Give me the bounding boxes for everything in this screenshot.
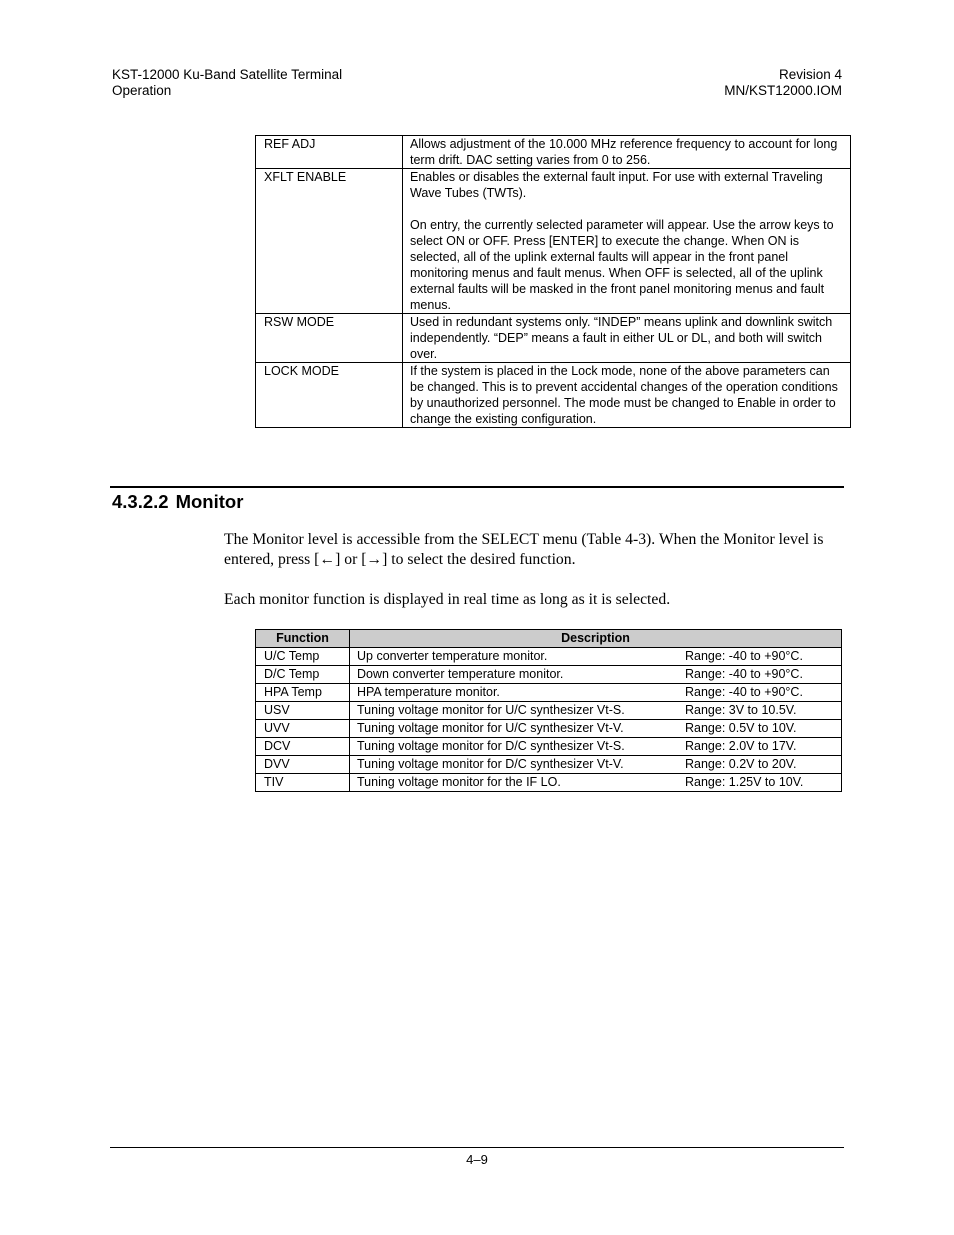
function-cell: UVV (256, 720, 350, 738)
function-cell: D/C Temp (256, 666, 350, 684)
body-paragraph: The Monitor level is accessible from the SELECT menu (Table 4-3). When the Monitor level is entered, press [←] or [→] to select the desired function. (224, 531, 824, 568)
description-text: Up converter temperature monitor. (357, 649, 548, 663)
range-text: Range: -40 to +90°C. (685, 685, 803, 699)
description-cell (350, 720, 842, 738)
description-cell (350, 648, 842, 666)
description-cell (350, 684, 842, 702)
chapter-name: Operation (112, 83, 172, 98)
function-cell: USV (256, 702, 350, 720)
page-header-right (724, 67, 842, 99)
function-cell: DVV (256, 756, 350, 774)
column-header-function: Function (256, 630, 350, 648)
function-cell: TIV (256, 774, 350, 792)
range-text: Range: 3V to 10.5V. (685, 703, 797, 717)
doc-number: MN/KST12000.IOM (724, 83, 842, 98)
table-row (256, 684, 842, 702)
description-text: Down converter temperature monitor. (357, 667, 564, 681)
param-key: XFLT ENABLE (256, 169, 403, 314)
param-description (403, 314, 851, 363)
param-description-text: Used in redundant systems only. “INDEP” means uplink and downlink switch independently. “DEP” means a fault in either UL or DL, and both will switch over. (410, 315, 833, 361)
table-row (256, 363, 851, 428)
table-row (256, 774, 842, 792)
page-header-left (112, 67, 342, 99)
param-key: LOCK MODE (256, 363, 403, 428)
description-text: Tuning voltage monitor for U/C synthesizer Vt-S. (357, 703, 625, 717)
description-cell (350, 774, 842, 792)
description-cell (350, 702, 842, 720)
footer-rule (110, 1147, 844, 1148)
param-description-text: If the system is placed in the Lock mode, none of the above parameters can be changed. This is to prevent accidental changes of the operation conditions by unauthorized personnel. The mode must be changed to Enable in order to change the existing configuration. (410, 364, 838, 426)
table-row (256, 648, 842, 666)
function-cell: U/C Temp (256, 648, 350, 666)
parameters-table (255, 135, 851, 428)
function-cell: DCV (256, 738, 350, 756)
description-text: Tuning voltage monitor for D/C synthesizer Vt-V. (357, 757, 624, 771)
section-heading (112, 490, 243, 514)
table-row (256, 314, 851, 363)
param-description (403, 136, 851, 169)
description-text: HPA temperature monitor. (357, 685, 500, 699)
range-text: Range: 0.5V to 10V. (685, 721, 797, 735)
table-row (256, 702, 842, 720)
description-text: Tuning voltage monitor for the IF LO. (357, 775, 561, 789)
function-cell: HPA Temp (256, 684, 350, 702)
description-cell (350, 738, 842, 756)
body-paragraph: Each monitor function is displayed in real time as long as it is selected. (224, 591, 671, 608)
section-title: Monitor (175, 491, 244, 512)
description-cell (350, 756, 842, 774)
monitor-table (255, 629, 842, 792)
range-text: Range: 0.2V to 20V. (685, 757, 797, 771)
param-description (403, 169, 851, 314)
range-text: Range: 1.25V to 10V. (685, 775, 804, 789)
page-number: 4–9 (466, 1152, 488, 1167)
table-row (256, 756, 842, 774)
param-description-text: Enables or disables the external fault input. For use with external Traveling Wave Tubes (TWTs). (410, 170, 823, 200)
param-description-text: On entry, the currently selected parameter will appear. Use the arrow keys to select ON or OFF. Press [ENTER] to execute the change. When ON is selected, all of the uplink external faults will appear in the front panel monitoring menus and fault menus. When OFF is selected, all of the uplink external faults will be masked in the front panel monitoring menus and fault menus. (410, 218, 834, 312)
param-key: RSW MODE (256, 314, 403, 363)
table-row (256, 136, 851, 169)
description-text: Tuning voltage monitor for D/C synthesizer Vt-S. (357, 739, 625, 753)
monitor-table-body (256, 648, 842, 792)
param-key: REF ADJ (256, 136, 403, 169)
revision: Revision 4 (778, 67, 842, 82)
doc-title: KST-12000 Ku-Band Satellite Terminal (112, 67, 343, 82)
table-row (256, 720, 842, 738)
section-number: 4.3.2.2 (112, 491, 169, 512)
range-text: Range: -40 to +90°C. (685, 667, 803, 681)
range-text: Range: 2.0V to 17V. (685, 739, 797, 753)
section-rule (110, 486, 844, 488)
table-row (256, 666, 842, 684)
table-header-row (256, 630, 842, 648)
table-row (256, 738, 842, 756)
param-description (403, 363, 851, 428)
param-description-text: Allows adjustment of the 10.000 MHz reference frequency to account for long term drift. DAC setting varies from 0 to 256. (410, 137, 838, 167)
description-text: Tuning voltage monitor for U/C synthesizer Vt-V. (357, 721, 624, 735)
table-row (256, 169, 851, 314)
column-header-description: Description (350, 630, 842, 648)
range-text: Range: -40 to +90°C. (685, 649, 803, 663)
description-cell (350, 666, 842, 684)
